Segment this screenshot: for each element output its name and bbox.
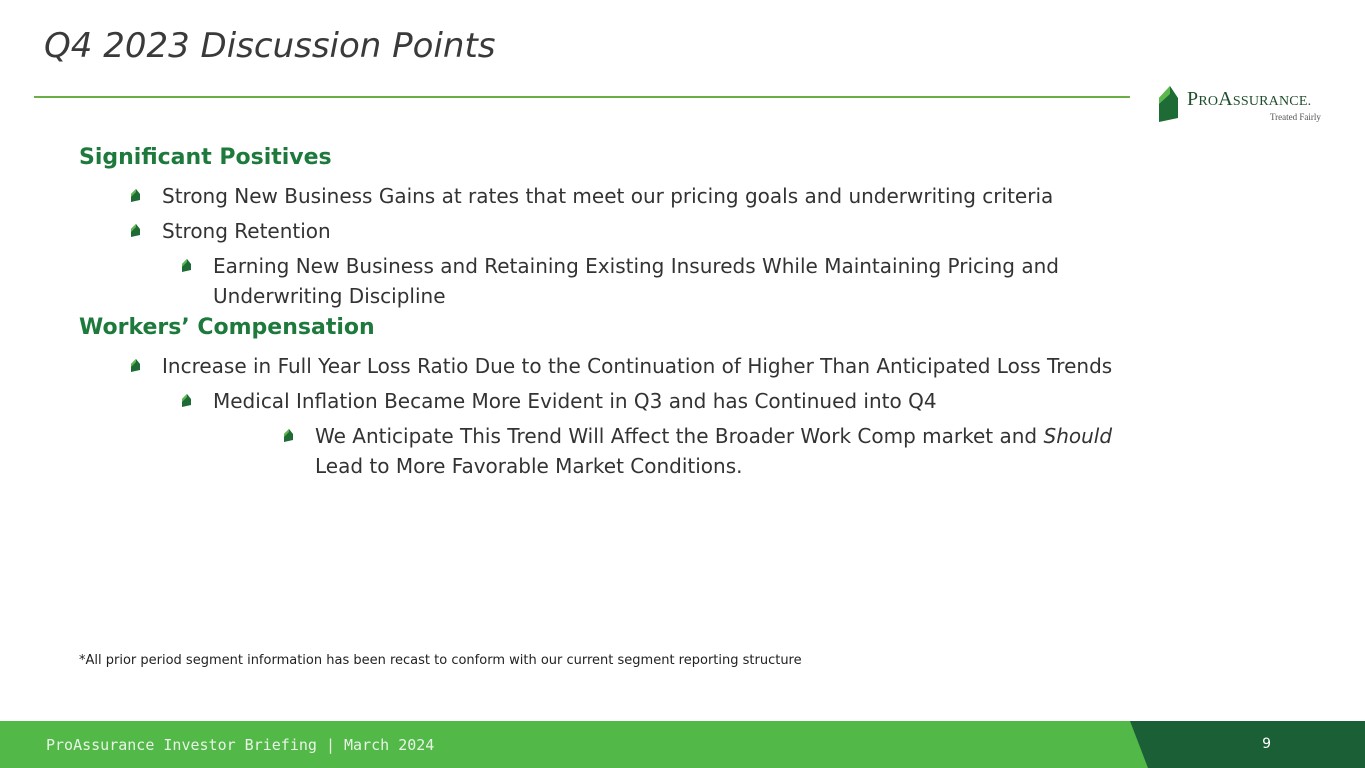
bullet-item: Strong New Business Gains at rates that meet our pricing goals and underwriting criteria xyxy=(162,181,1162,211)
proassurance-logo xyxy=(1156,84,1336,126)
leaf-icon xyxy=(1156,84,1182,122)
leaf-bullet-icon xyxy=(130,188,142,202)
leaf-bullet-icon xyxy=(181,258,193,272)
footer-text: ProAssurance Investor Briefing | March 2024 xyxy=(46,736,435,754)
sub-bullet-item: Medical Inflation Became More Evident in Q3 and has Continued into Q4 xyxy=(213,386,1163,416)
leaf-bullet-icon xyxy=(130,223,142,237)
footnote: *All prior period segment information has been recast to conform with our current segment reporting structure xyxy=(79,653,802,668)
sub-sub-bullet-item: We Anticipate This Trend Will Affect the Broader Work Comp market and Should Lead to More Favorable Market Conditions. xyxy=(315,421,1185,481)
leaf-bullet-icon xyxy=(130,358,142,372)
bullet-item: Increase in Full Year Loss Ratio Due to the Continuation of Higher Than Anticipated Loss Trends xyxy=(162,351,1192,381)
page-number: 9 xyxy=(1262,736,1271,752)
sub-bullet-item: Earning New Business and Retaining Existing Insureds While Maintaining Pricing and Underwriting Discipline xyxy=(213,251,1113,311)
bullet-item: Strong Retention xyxy=(162,216,1162,246)
title-divider xyxy=(34,96,1130,98)
logo-wordmark: PROASSURANCE. xyxy=(1187,88,1312,110)
section-heading-positives: Significant Positives xyxy=(79,145,332,170)
section-heading-workers-comp: Workers’ Compensation xyxy=(79,315,375,340)
emphasis-should: Should xyxy=(1043,424,1113,448)
leaf-bullet-icon xyxy=(283,428,295,442)
slide-title: Q4 2023 Discussion Points xyxy=(44,26,496,66)
logo-tagline: Treated Fairly xyxy=(1270,112,1321,122)
footer-accent xyxy=(1130,721,1365,768)
leaf-bullet-icon xyxy=(181,393,193,407)
footer-bar xyxy=(0,721,1365,768)
